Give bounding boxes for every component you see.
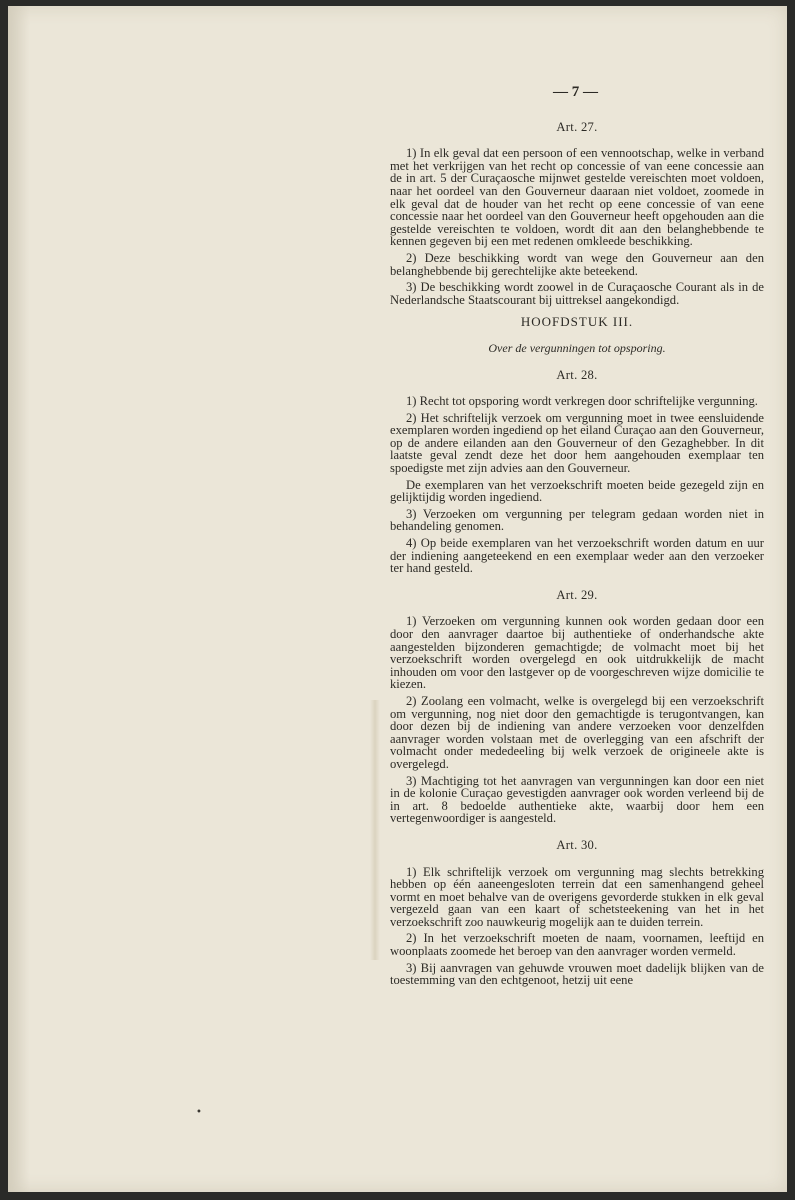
art-27-para-1: 1) In elk geval dat een persoon of een vennootschap, welke in verband met het verkrijgen van het recht op concessie of van eene concessie aan de in art. 5 der Curaçaosche mijnwet gestelde vereischten moet voldoen, naar het oordeel van den Gouverneur daaraan niet voldoet, zoomede in elk geval dat de houder van het recht op eene concessie of van eene concessie naar het oordeel van den Gouverneur heeft opgehouden aan die gestelde vereischten te voldoen, wordt dit aan den belanghebbende te kennen gegeven bij een met redenen omkleede beschikking. [390,146,764,249]
art-28-para-3: 3) Verzoeken om vergunning per telegram gedaan worden niet in behandeling genomen. [390,506,764,534]
margin-mark: • [196,1107,202,1118]
art-28-para-4: 4) Op beide exemplaren van het verzoekschrift worden datum en uur der indiening aangeteekend en een exemplaar weder aan den verzoeker ter hand gesteld. [390,536,764,576]
art-28-heading: Art. 28. [556,367,598,382]
page-binding-shadow [8,6,30,1192]
art-29-para-3: 3) Machtiging tot het aanvragen van vergunningen kan door een niet in de kolonie Curaçao gevestigden aanvrager ook worden verleend bij de in art. 8 bedoelde authentieke akte, waarbij door hem een vertegenwoordiger is aangesteld. [390,773,764,826]
chapter-title: HOOFDSTUK III. [520,314,634,330]
art-28-para-2: 2) Het schriftelijk verzoek om vergunning moet in twee eensluidende exemplaren worden ingediend op het eiland Curaçao aan den Gouverneur, op de andere eilanden aan den Gouverneur of den Gezaghebber. In dit laatste geval zendt deze het door hem aangehouden exemplaar ten spoedigste met zijn advies aan den Gouverneur. [390,410,764,476]
art-27-para-2: 2) Deze beschikking wordt van wege den Gouverneur aan den belanghebbende bij gerechtelijke akte beteekend. [390,250,764,278]
art-27-heading: Art. 27. [556,119,598,134]
art-30-para-2: 2) In het verzoekschrift moeten de naam, voornamen, leeftijd en woonplaats zoomede het beroep van den aanvrager worden vermeld. [390,931,764,959]
art-29-para-1: 1) Verzoeken om vergunning kunnen ook worden gedaan door een door den aanvrager daartoe bij authentieke of onderhandsche akte aangestelden bijzonderen gemachtigde; de volmacht moet bij het verzoekschrift worden overgelegd en ook uitdrukkelijk de macht inhouden om voor den lastgever op de voorgeschreven wijze domicilie te kiezen. [390,614,764,692]
art-29-heading: Art. 29. [556,587,598,602]
text-column [390,86,764,991]
page-number: — 7 — [553,84,598,100]
art-30-para-1: 1) Elk schriftelijk verzoek om vergunning mag slechts betrekking hebben op één aaneengesloten terrein dat een samenhangend geheel vormt en moet behalve van de overigens gevorderde stukken in elk geval vergezeld gaan van een kaart of schetsteekening van het in het verzoekschrift zoo nauwkeurig mogelijk aan te duiden terrein. [390,864,764,929]
art-30-heading: Art. 30. [556,837,598,852]
chapter-subtitle: Over de vergunningen tot opsporing. [488,340,666,355]
art-28-para-2b: De exemplaren van het verzoekschrift moeten beide gezegeld zijn en gelijktijdig worden ingediend. [390,477,764,505]
page-crease [370,700,380,960]
art-28-para-1: 1) Recht tot opsporing wordt verkregen door schriftelijke vergunning. [406,394,758,409]
art-30-para-3: 3) Bij aanvragen van gehuwde vrouwen moet dadelijk blijken van de toestemming van den echtgenoot, hetzij uit eene [390,960,764,988]
art-27-para-3: 3) De beschikking wordt zoowel in de Curaçaosche Courant als in de Nederlandsche Staatscourant bij uittreksel aangekondigd. [390,280,764,307]
art-29-para-2: 2) Zoolang een volmacht, welke is overgelegd bij een verzoekschrift om vergunning, nog niet door den gemachtigde is terugontvangen, kan door dezen bij de indiening van andere verzoeken voor denzelfden aanvrager worden volstaan met de overlegging van een afschrift der volmacht onder mededeeling bij welk verzoek de origineele akte is overgelegd. [390,693,764,771]
